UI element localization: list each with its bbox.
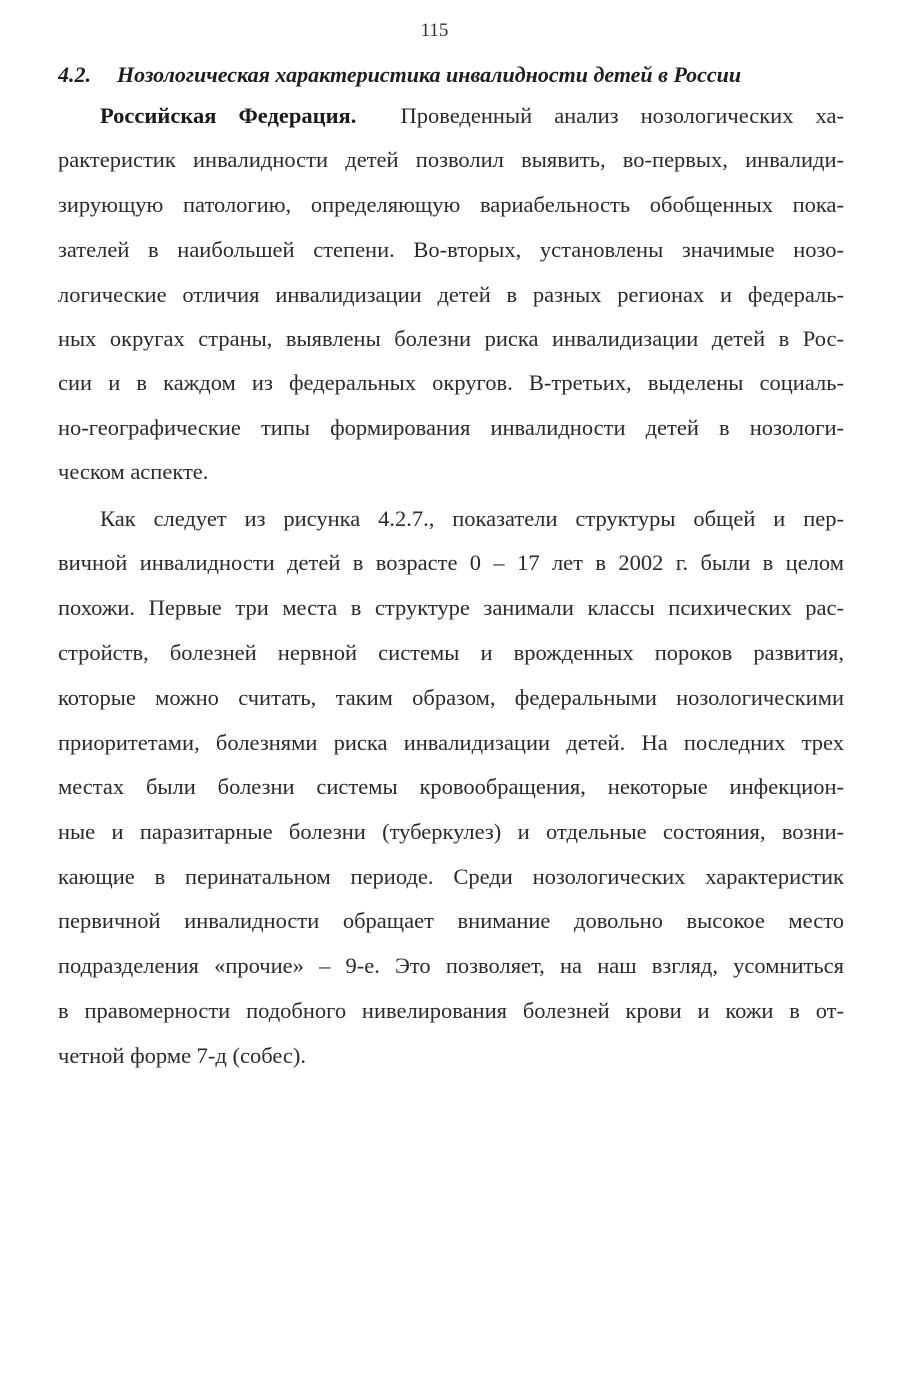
paragraph-2-line: первичной инвалидности обращает внимание довольно высокое место xyxy=(58,908,844,933)
paragraph-2-line: приоритетами, болезнями риска инвалидизации детей. На последних трех xyxy=(58,730,844,755)
paragraph-lead: Российская Федерация. xyxy=(100,103,357,128)
paragraph-2-line: кающие в перинатальном периоде. Среди нозологических характеристик xyxy=(58,864,844,889)
paragraph-2-line: Как следует из рисунка 4.2.7., показатели структуры общей и пер- xyxy=(100,506,844,531)
paragraph-1-line: ных округах страны, выявлены болезни риска инвалидизации детей в Рос- xyxy=(58,326,844,351)
section-title: Нозологическая характеристика инвалидности детей в России xyxy=(117,62,742,87)
paragraph-1-line xyxy=(100,101,844,131)
paragraph-1-line: но-географические типы формирования инвалидности детей в нозологи- xyxy=(58,415,844,440)
section-number: 4.2. xyxy=(58,62,91,87)
paragraph-2-line: четной форме 7-д (собес). xyxy=(58,1043,307,1068)
paragraph-2-line: стройств, болезней нервной системы и врожденных пороков развития, xyxy=(58,640,844,665)
page-number: 115 xyxy=(420,20,449,41)
paragraph-2-line: в правомерности подобного нивелирования болезней крови и кожи в от- xyxy=(58,998,844,1023)
paragraph-1-line: зателей в наибольшей степени. Во-вторых, установлены значимые нозо- xyxy=(58,237,844,262)
paragraph-2-line: ные и паразитарные болезни (туберкулез) и отдельные состояния, возни- xyxy=(58,819,844,844)
paragraph-1-line: сии и в каждом из федеральных округов. В-третьих, выделены социаль- xyxy=(58,370,844,395)
paragraph-1-line: логические отличия инвалидизации детей в разных регионах и федераль- xyxy=(58,282,844,307)
paragraph-2-line: похожи. Первые три места в структуре занимали классы психических рас- xyxy=(58,595,844,620)
paragraph-2-line: которые можно считать, таким образом, федеральными нозологическими xyxy=(58,685,844,710)
paragraph-1-line: зирующую патологию, определяющую вариабельность обобщенных пока- xyxy=(58,192,844,217)
paragraph-1-line: рактеристик инвалидности детей позволил выявить, во-первых, инвалиди- xyxy=(58,147,844,172)
paragraph-2-line: подразделения «прочие» – 9-е. Это позволяет, на наш взгляд, усомниться xyxy=(58,953,844,978)
section-heading xyxy=(58,62,858,88)
paragraph-2-line: местах были болезни системы кровообращения, некоторые инфекцион- xyxy=(58,774,844,799)
paragraph-1-line-text: Проведенный анализ нозологических ха- xyxy=(400,103,844,128)
paragraph-1-line: ческом аспекте. xyxy=(58,459,209,484)
paragraph-2-line: вичной инвалидности детей в возрасте 0 – 17 лет в 2002 г. были в целом xyxy=(58,550,844,575)
